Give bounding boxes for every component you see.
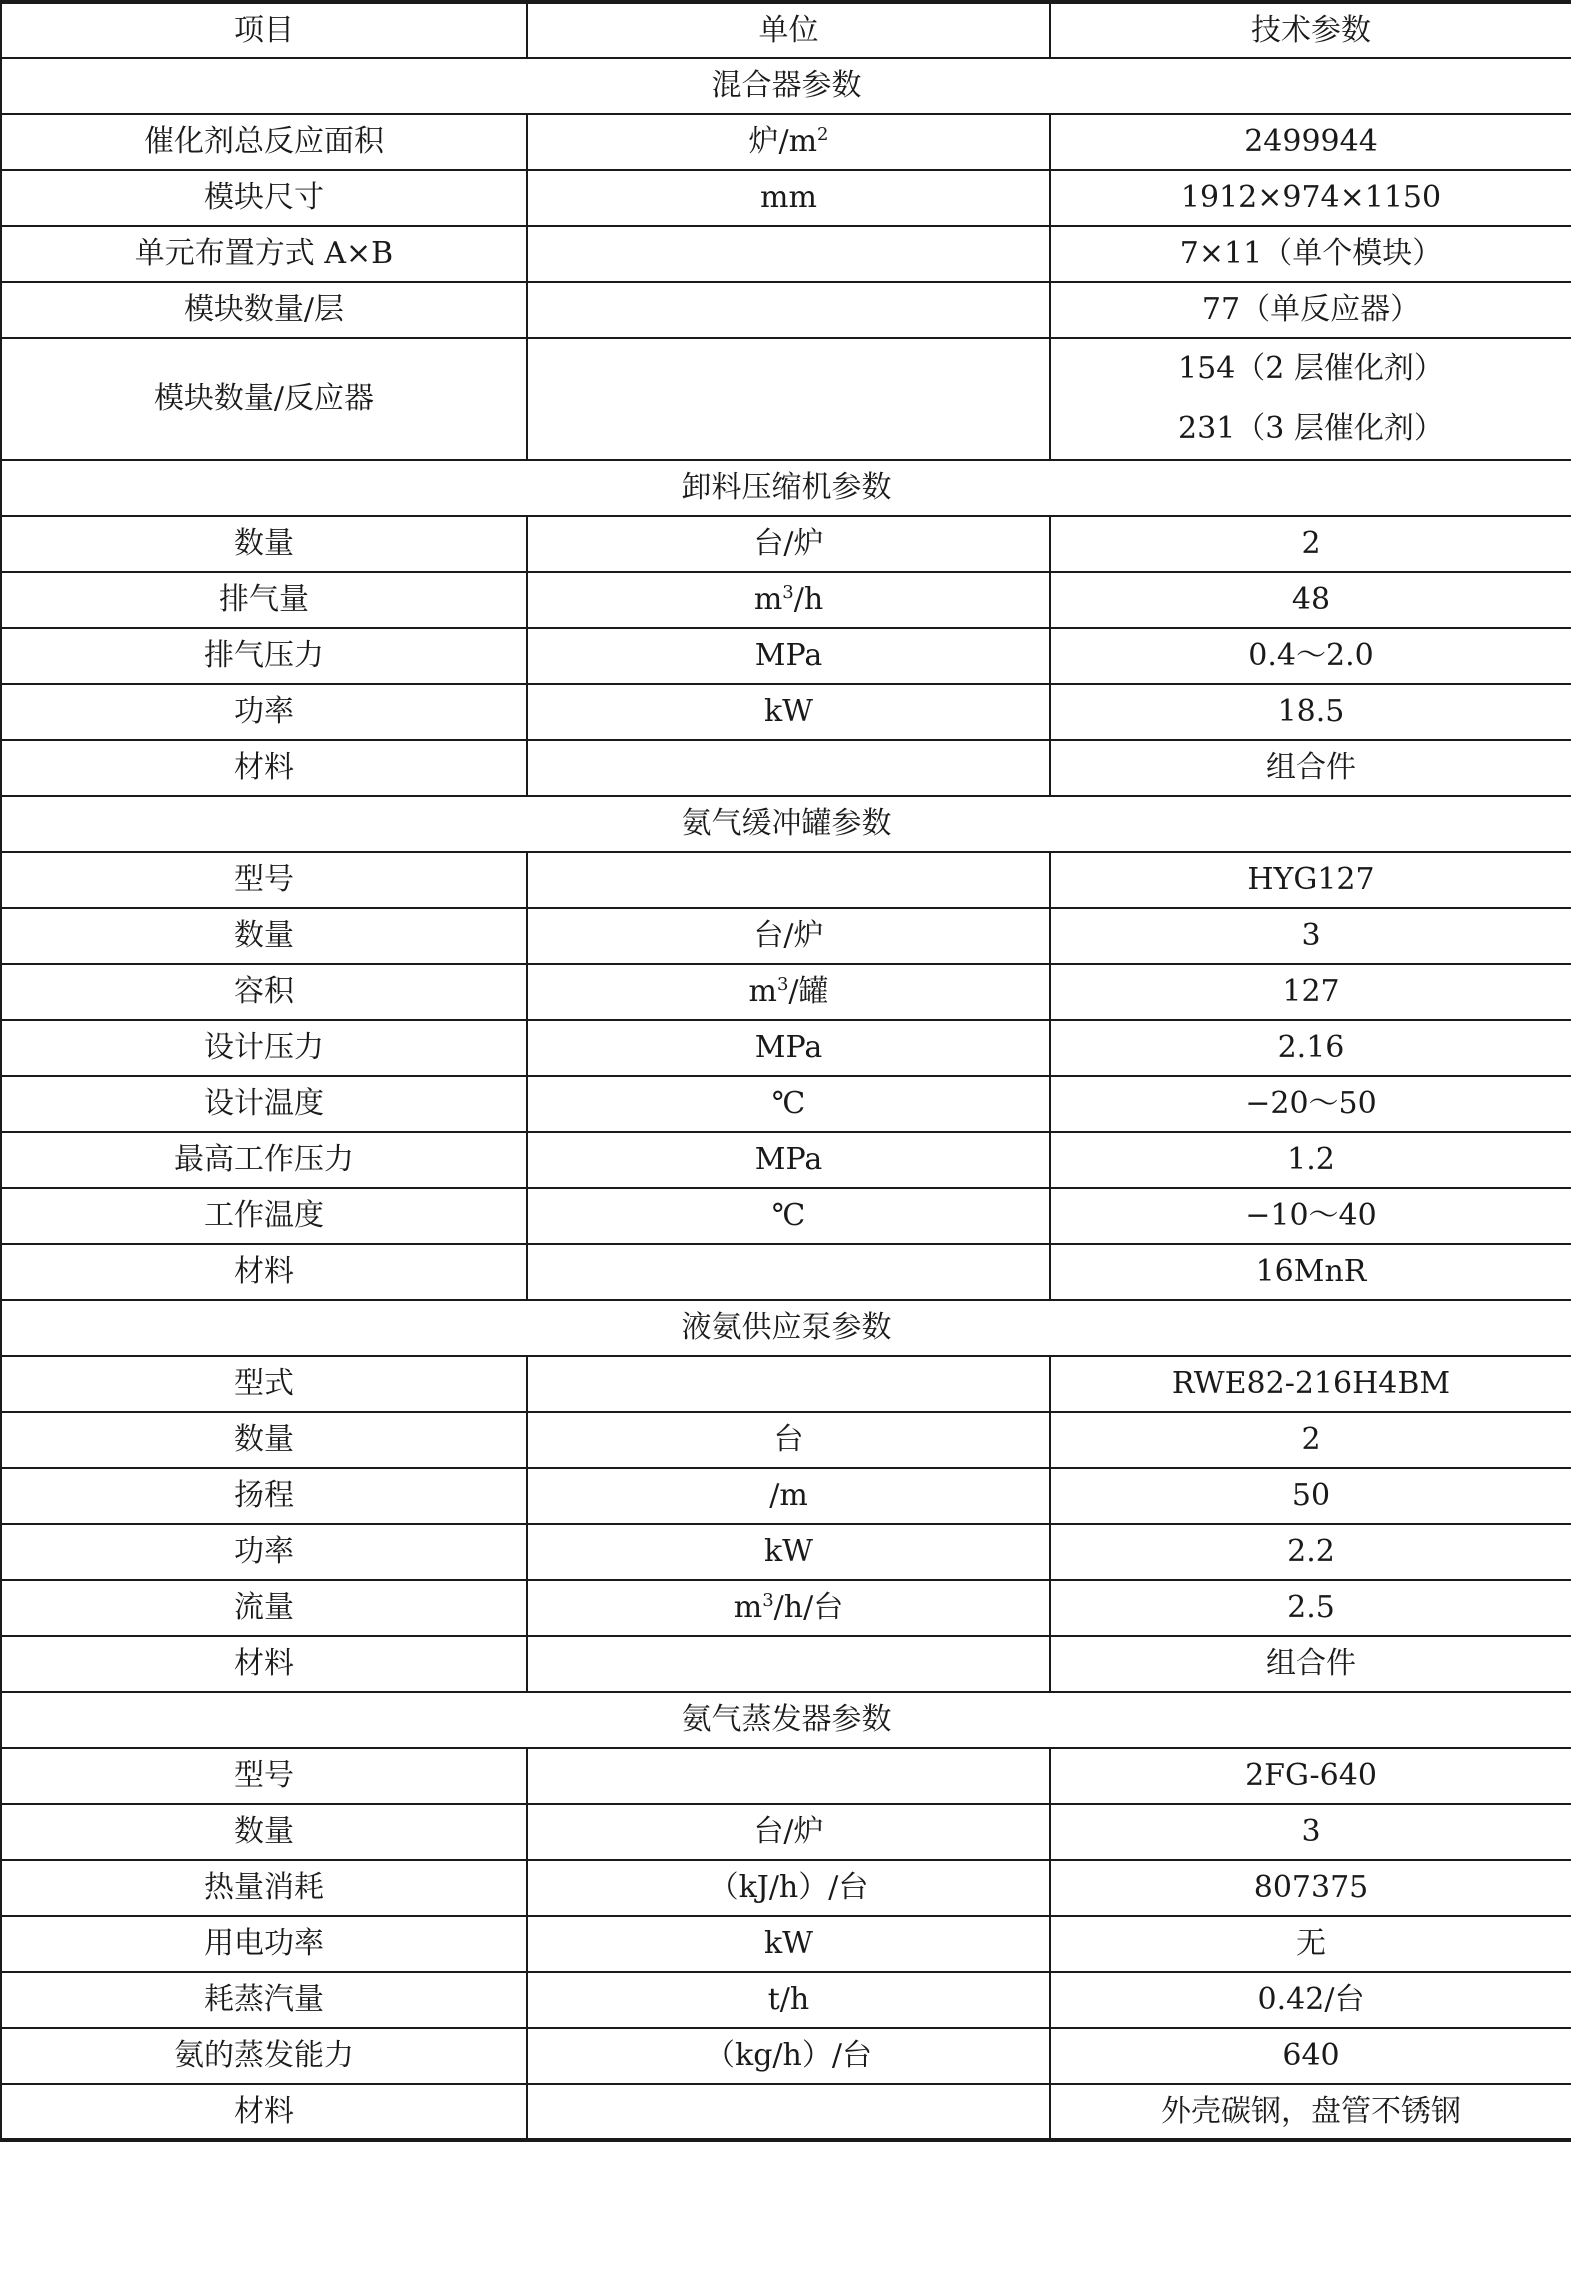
unit-cell: kW <box>527 1916 1050 1972</box>
item-cell: 模块数量/层 <box>1 282 527 338</box>
unit-superscript: 3 <box>782 582 794 603</box>
unit-superscript: 3 <box>776 974 789 995</box>
value-cell: 807375 <box>1050 1860 1571 1916</box>
unit-cell <box>527 964 1050 1020</box>
unit-cell <box>527 1748 1050 1804</box>
item-cell: 数量 <box>1 1804 527 1860</box>
table-row <box>1 1412 1571 1468</box>
table-row <box>1 740 1571 796</box>
unit-cell: ℃ <box>527 1188 1050 1244</box>
unit-cell <box>527 282 1050 338</box>
unit-cell: 台 <box>527 1412 1050 1468</box>
item-cell: 氨的蒸发能力 <box>1 2028 527 2084</box>
value-cell: 3 <box>1050 908 1571 964</box>
unit-cell: t/h <box>527 1972 1050 2028</box>
unit-cell <box>527 1356 1050 1412</box>
value-cell: RWE82-216H4BM <box>1050 1356 1571 1412</box>
unit-base: m <box>748 974 777 1009</box>
unit-suffix: /h <box>793 582 824 617</box>
table-row <box>1 628 1571 684</box>
value-line: 154（2 层催化剂） <box>1178 351 1444 386</box>
section-row <box>1 1692 1571 1748</box>
section-title: 液氨供应泵参数 <box>1 1300 1571 1356</box>
unit-cell <box>527 2084 1050 2140</box>
item-cell: 型式 <box>1 1356 527 1412</box>
unit-base: 炉/m <box>748 124 818 159</box>
table-row <box>1 964 1571 1020</box>
item-cell: 数量 <box>1 1412 527 1468</box>
unit-cell: 台/炉 <box>527 908 1050 964</box>
value-cell: 3 <box>1050 1804 1571 1860</box>
item-cell: 材料 <box>1 2084 527 2140</box>
table-row <box>1 516 1571 572</box>
item-cell: 最高工作压力 <box>1 1132 527 1188</box>
item-cell: 热量消耗 <box>1 1860 527 1916</box>
table-row <box>1 908 1571 964</box>
value-cell: 2 <box>1050 516 1571 572</box>
section-row <box>1 58 1571 114</box>
section-title: 卸料压缩机参数 <box>1 460 1571 516</box>
item-cell: 数量 <box>1 516 527 572</box>
item-cell: 流量 <box>1 1580 527 1636</box>
section-title: 混合器参数 <box>1 58 1571 114</box>
value-cell: 外壳碳钢，盘管不锈钢 <box>1050 2084 1571 2140</box>
item-cell: 设计温度 <box>1 1076 527 1132</box>
table-row <box>1 1580 1571 1636</box>
value-cell: −10～40 <box>1050 1188 1571 1244</box>
value-cell: 0.42/台 <box>1050 1972 1571 2028</box>
value-cell: 组合件 <box>1050 740 1571 796</box>
value-cell: −20～50 <box>1050 1076 1571 1132</box>
header-unit: 单位 <box>527 2 1050 58</box>
value-cell: 无 <box>1050 1916 1571 1972</box>
unit-cell: ℃ <box>527 1076 1050 1132</box>
value-cell <box>1050 338 1571 460</box>
value-cell: 1912×974×1150 <box>1050 170 1571 226</box>
table-row <box>1 282 1571 338</box>
table-body <box>1 58 1571 2140</box>
unit-cell <box>527 338 1050 460</box>
item-cell: 数量 <box>1 908 527 964</box>
unit-cell: MPa <box>527 628 1050 684</box>
section-title: 氨气缓冲罐参数 <box>1 796 1571 852</box>
item-cell: 型号 <box>1 852 527 908</box>
item-cell: 型号 <box>1 1748 527 1804</box>
unit-cell: kW <box>527 1524 1050 1580</box>
item-cell: 模块尺寸 <box>1 170 527 226</box>
table-row <box>1 114 1571 170</box>
table-row <box>1 1972 1571 2028</box>
header-param: 技术参数 <box>1050 2 1571 58</box>
unit-suffix: /罐 <box>788 974 829 1009</box>
value-cell: 640 <box>1050 2028 1571 2084</box>
table-row <box>1 1524 1571 1580</box>
item-cell: 材料 <box>1 1636 527 1692</box>
unit-superscript: 2 <box>817 124 829 145</box>
section-row <box>1 460 1571 516</box>
table-row <box>1 1916 1571 1972</box>
table-row <box>1 226 1571 282</box>
value-cell: 2.16 <box>1050 1020 1571 1076</box>
unit-cell <box>527 114 1050 170</box>
item-cell: 排气压力 <box>1 628 527 684</box>
value-cell: 1.2 <box>1050 1132 1571 1188</box>
value-cell: 127 <box>1050 964 1571 1020</box>
value-cell: 2FG-640 <box>1050 1748 1571 1804</box>
table-row <box>1 1020 1571 1076</box>
unit-cell <box>527 226 1050 282</box>
value-cell: 16MnR <box>1050 1244 1571 1300</box>
unit-cell: /m <box>527 1468 1050 1524</box>
unit-cell: 台/炉 <box>527 1804 1050 1860</box>
unit-cell <box>527 1636 1050 1692</box>
item-cell: 材料 <box>1 1244 527 1300</box>
table-row <box>1 170 1571 226</box>
value-cell: 77（单反应器） <box>1050 282 1571 338</box>
table-row <box>1 2084 1571 2140</box>
unit-base: m <box>753 582 783 617</box>
value-cell: 2499944 <box>1050 114 1571 170</box>
item-cell: 设计压力 <box>1 1020 527 1076</box>
unit-cell: MPa <box>527 1020 1050 1076</box>
table-row <box>1 1636 1571 1692</box>
item-cell: 耗蒸汽量 <box>1 1972 527 2028</box>
item-cell: 功率 <box>1 684 527 740</box>
unit-suffix: /h/台 <box>773 1590 844 1625</box>
item-cell: 排气量 <box>1 572 527 628</box>
item-cell: 容积 <box>1 964 527 1020</box>
item-cell: 单元布置方式 A×B <box>1 226 527 282</box>
unit-cell <box>527 1580 1050 1636</box>
table-row <box>1 1804 1571 1860</box>
unit-cell <box>527 852 1050 908</box>
unit-cell: mm <box>527 170 1050 226</box>
value-cell: 2.5 <box>1050 1580 1571 1636</box>
value-cell: 18.5 <box>1050 684 1571 740</box>
table-row <box>1 852 1571 908</box>
table-row <box>1 1468 1571 1524</box>
unit-cell: kW <box>527 684 1050 740</box>
value-line: 231（3 层催化剂） <box>1178 411 1444 446</box>
unit-base: m <box>733 1590 763 1625</box>
item-cell: 模块数量/反应器 <box>1 338 527 460</box>
header-item: 项目 <box>1 2 527 58</box>
unit-cell: （kg/h）/台 <box>527 2028 1050 2084</box>
value-cell: 组合件 <box>1050 1636 1571 1692</box>
value-cell: 2.2 <box>1050 1524 1571 1580</box>
table-row <box>1 1244 1571 1300</box>
unit-cell <box>527 740 1050 796</box>
unit-cell: MPa <box>527 1132 1050 1188</box>
table-row <box>1 1188 1571 1244</box>
section-row <box>1 1300 1571 1356</box>
header-row <box>1 2 1571 58</box>
unit-cell: 台/炉 <box>527 516 1050 572</box>
item-cell: 功率 <box>1 1524 527 1580</box>
table-row <box>1 1076 1571 1132</box>
value-cell: 7×11（单个模块） <box>1050 226 1571 282</box>
table-row <box>1 1356 1571 1412</box>
value-cell: HYG127 <box>1050 852 1571 908</box>
table-row <box>1 572 1571 628</box>
item-cell: 用电功率 <box>1 1916 527 1972</box>
section-title: 氨气蒸发器参数 <box>1 1692 1571 1748</box>
item-cell: 催化剂总反应面积 <box>1 114 527 170</box>
item-cell: 工作温度 <box>1 1188 527 1244</box>
value-cell: 50 <box>1050 1468 1571 1524</box>
value-cell: 2 <box>1050 1412 1571 1468</box>
item-cell: 扬程 <box>1 1468 527 1524</box>
unit-cell <box>527 572 1050 628</box>
unit-superscript: 3 <box>762 1590 774 1611</box>
item-cell: 材料 <box>1 740 527 796</box>
value-cell: 0.4～2.0 <box>1050 628 1571 684</box>
table-row <box>1 1860 1571 1916</box>
section-row <box>1 796 1571 852</box>
unit-cell <box>527 1244 1050 1300</box>
table-row <box>1 1132 1571 1188</box>
unit-cell: （kJ/h）/台 <box>527 1860 1050 1916</box>
table-row <box>1 2028 1571 2084</box>
table-row <box>1 1748 1571 1804</box>
value-cell: 48 <box>1050 572 1571 628</box>
table-row <box>1 684 1571 740</box>
table-row <box>1 338 1571 460</box>
